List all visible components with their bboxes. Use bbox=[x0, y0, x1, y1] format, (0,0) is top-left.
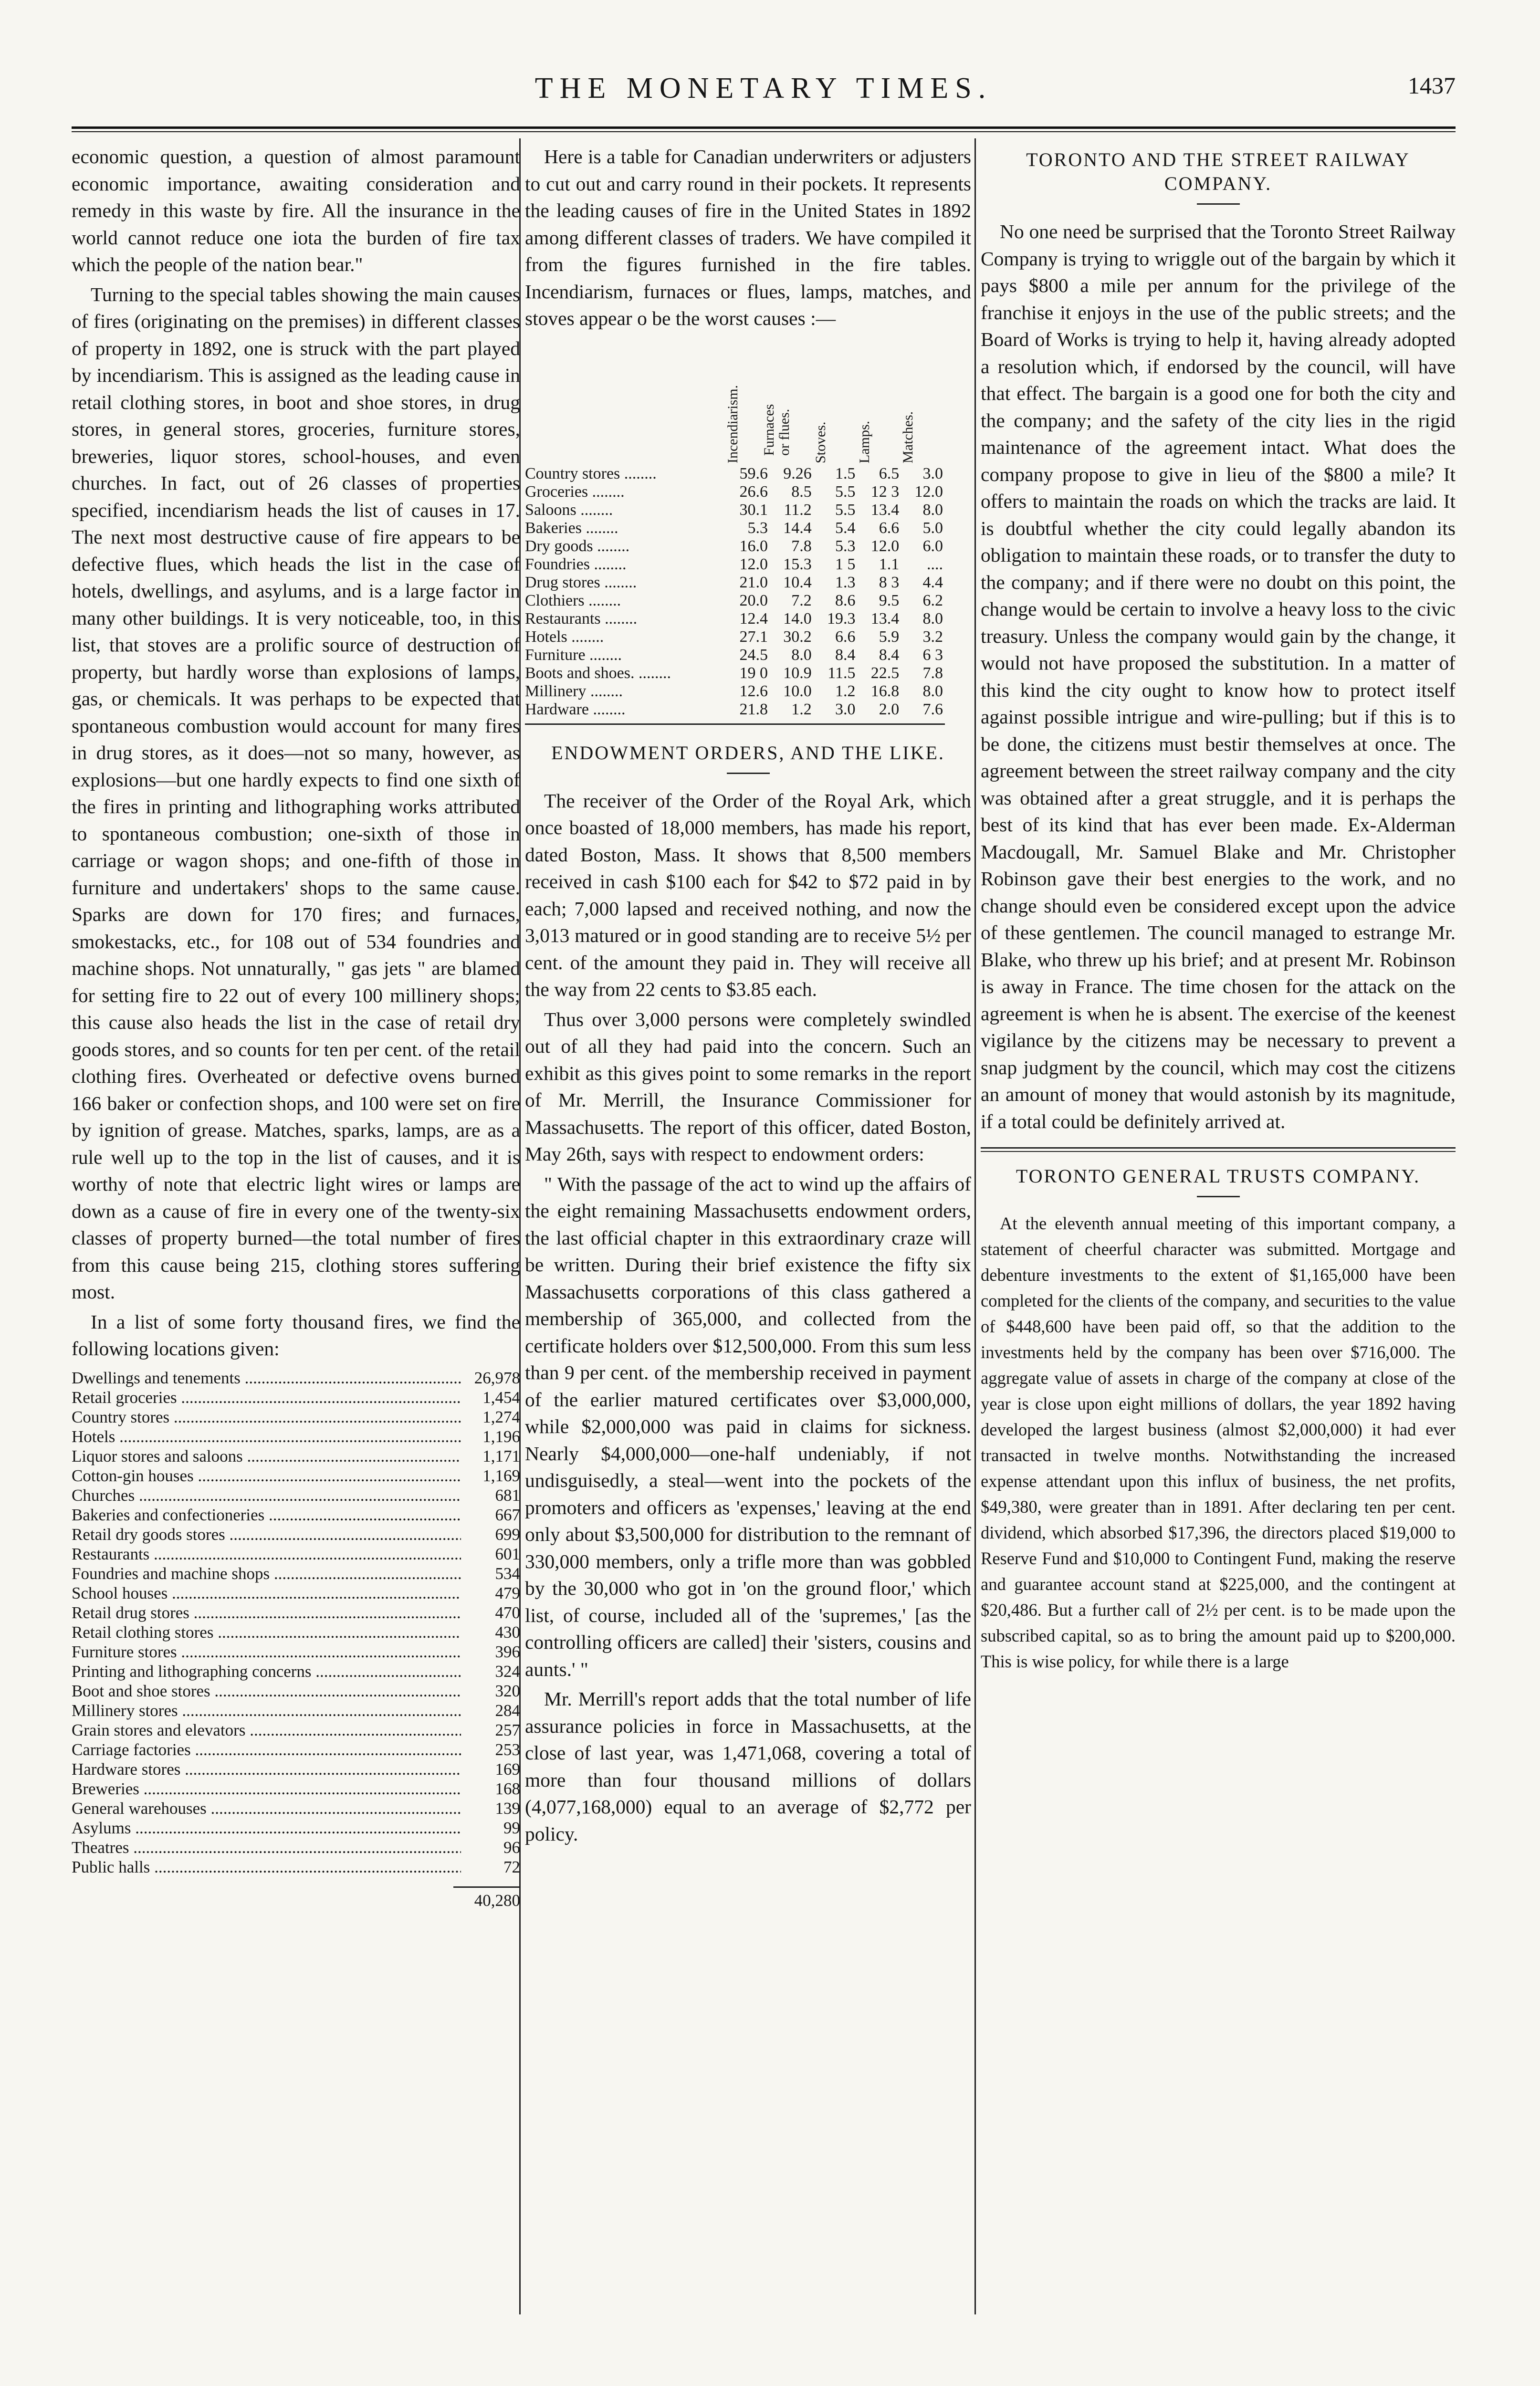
location-name: Asylums ..... bbox=[72, 1818, 461, 1838]
location-row bbox=[72, 1838, 520, 1857]
locations-total: 40,280 bbox=[453, 1886, 520, 1910]
location-count: 681 bbox=[495, 1486, 520, 1505]
location-count: 667 bbox=[495, 1505, 520, 1524]
table-cell: 14.4 bbox=[783, 519, 812, 537]
location-row bbox=[72, 1799, 520, 1818]
paragraph: Mr. Merrill's report adds that the total number of life assurance policies in force in Massachusetts, at the close of last year, was 1,471,068, covering a total of more than four thousand millions of dollars (4,077,168,000) equal to an average of $2,772 per policy. bbox=[525, 1688, 971, 1845]
paragraph: At the eleventh annual meeting of this important company, a statement of cheerful character was submitted. Mortgage and debenture investments to the extent of $1,165,000 have been completed for the clients of the company, and securities to the value of $448,600 have been paid off, so that the addition to the investments held by the company has been over $716,000. The aggregate value of assets in charge of the company at close of the year is close upon eight millions of dollars, the year 1892 having developed the largest business (almost $2,000,000) it had ever transacted in twelve months. Notwithstanding the increased expense attendant upon this influx of business, the net profits, $49,380, were greater than in 1891. After declaring ten per cent. dividend, which absorbed $17,396, the directors placed $19,000 to Reserve Fund and $10,000 to Contingent Fund, making the reserve and guarantee account stand at $225,000, and the contingent at $20,486. But a further call of 2½ per cent. is to be made upon the subscribed capital, so as to bring the amount paid up to $200,000. This is wise policy, for while there is a large bbox=[981, 1214, 1456, 1671]
location-name: Dwellings and tenements ..... bbox=[72, 1368, 461, 1388]
masthead-rule-thin bbox=[72, 131, 1456, 132]
table-cell: 1 5 bbox=[835, 555, 856, 573]
location-name: Churches ..... bbox=[72, 1486, 461, 1505]
location-name: Hardware stores ..... bbox=[72, 1759, 461, 1779]
fire-causes-table bbox=[525, 336, 945, 719]
table-row bbox=[525, 682, 945, 701]
table-cell: 5.5 bbox=[835, 501, 856, 519]
table-cell: 5.3 bbox=[747, 519, 768, 537]
paragraph: Turning to the special tables showing the main causes of fires (originating on the premises) in different classes of property in 1892, one is struck with the part played by incendiarism. This is assigned as the leading cause in retail clothing stores, in boot and shoe stores, in drug stores, in general stores, groceries, furniture stores, breweries, liquor stores, school-houses, and even churches. In fact, out of 26 classes of properties specified, incendiarism heads the list of causes in 17. The next most destructive cause of fire appears to be defective flues, which heads the list in the case of hotels, dwellings, and asylums, and is a large factor in many other buildings. It is very noticeable, too, in this list, that stoves are a prolific source of destruction of property, but hardly worse than explosions of lamps, gas, or chemicals. It was perhaps to be expected that spontaneous combustion would account for many fires in drug stores, as it does—not so many, however, as explosions—but one hardly expects to find one sixth of the fires in printing and lithographing works attributed to spontaneous combustion; one-sixth of those in carriage or wagon shops; and one-fifth of those in furniture and undertakers' shops to the same cause. Sparks are down for 170 fires; and furnaces, smokestacks, etc., for 108 out of 534 foundries and machine shops. Not unnaturally, " gas jets " are blamed for setting fire to 22 out of every 100 millinery shops; this cause also heads the list in the case of retail dry goods stores, and so counts for ten per cent. of the retail clothing fires. Overheated or defective ovens burned 166 baker or confection shops, and 100 were set on fire by ignition of grease. Matches, sparks, lamps, are as a rule well up to the top in the list of causes, and it is worthy of note that electric light wires or lamps are down as a cause of fire in every one of the twenty-six classes of property burned—the total number of fires from this cause being 215, clothing stores suffering most. bbox=[72, 283, 520, 1303]
table-cell: 10.4 bbox=[783, 573, 812, 591]
location-count: 534 bbox=[495, 1564, 520, 1583]
table-cell: 26.6 bbox=[739, 482, 768, 501]
table-intro: Here is a table for Canadian underwriters or adjusters to cut out and carry round in their pockets. It represents the leading causes of fire in the United States in 1892 among different classes of traders. We have compiled it from the figures furnished in the fire tables. Incendiarism, furnaces or flues, lamps, matches, and stoves appear o be the worst causes :— bbox=[525, 146, 971, 329]
location-count: 168 bbox=[495, 1779, 520, 1798]
column-2 bbox=[525, 143, 971, 1850]
publication-title: THE MONETARY TIMES. bbox=[534, 72, 993, 105]
table-cell: .... bbox=[927, 555, 943, 573]
location-name: Hotels ..... bbox=[72, 1427, 461, 1446]
table-cell: 8.4 bbox=[835, 646, 856, 664]
table-row bbox=[525, 610, 945, 628]
table-cell: 20.0 bbox=[739, 591, 768, 609]
table-bottom-rule bbox=[525, 723, 945, 725]
trade-class: Boots and shoes. ..... bbox=[525, 664, 726, 682]
heading-rule bbox=[727, 773, 770, 774]
masthead-rule bbox=[72, 126, 1456, 129]
table-cell: 12.0 bbox=[739, 555, 768, 573]
location-row bbox=[72, 1701, 520, 1720]
location-name: Country stores ..... bbox=[72, 1407, 461, 1427]
location-row bbox=[72, 1505, 520, 1525]
table-row bbox=[525, 701, 945, 719]
location-row bbox=[72, 1603, 520, 1622]
location-row bbox=[72, 1388, 520, 1407]
trade-class: Hardware ..... bbox=[525, 701, 726, 719]
location-count: 1,196 bbox=[482, 1427, 520, 1446]
location-row bbox=[72, 1407, 520, 1427]
location-name: Millinery stores ..... bbox=[72, 1701, 461, 1720]
column-divider-2 bbox=[974, 138, 976, 2314]
table-cell: 19 0 bbox=[739, 664, 768, 682]
section-divider bbox=[981, 1147, 1456, 1152]
table-row bbox=[525, 664, 945, 682]
location-count: 72 bbox=[503, 1857, 520, 1876]
location-name: Restaurants ..... bbox=[72, 1544, 461, 1564]
table-cell: 27.1 bbox=[739, 628, 768, 646]
quote-paragraph: " With the passage of the act to wind up the affairs of the eight remaining Massachusetts endowment orders, the last official chapter in this extraordinary craze will be written. During their brief existence the fifty six Massachusetts corporations of this class gathered a membership of 365,000, and collected from the certificate holders over $12,500,000. From this sum less than 9 per cent. of the membership received in payment of the earlier matured certificates over $3,000,000, while $2,000,000 was paid in claims for sickness. Nearly $4,000,000—one-half undeniably, if not undisguisedly, a steal—went into the pockets of the promoters and officers as 'expenses,' leaving at the end only about $3,500,000 for distribution to the remnant of 330,000 members, only a trifle more than was gobbled by the 30,000 who got in 'on the ground floor,' which list, of course, included all of the 'supremes,' [as the controlling officers are called] their 'sisters, cousins and aunts.' " bbox=[525, 1172, 971, 1680]
table-cell: 14.0 bbox=[783, 609, 812, 628]
location-count: 253 bbox=[495, 1740, 520, 1759]
location-name: Boot and shoe stores ..... bbox=[72, 1681, 461, 1701]
heading-rule bbox=[1197, 203, 1240, 205]
location-count: 26,978 bbox=[474, 1368, 520, 1387]
table-cell: 12.0 bbox=[914, 482, 943, 501]
table-header-row bbox=[525, 336, 945, 465]
table-row bbox=[525, 519, 945, 537]
trade-class: Restaurants ..... bbox=[525, 610, 726, 628]
table-column-header bbox=[858, 336, 901, 465]
location-row bbox=[72, 1622, 520, 1642]
location-row bbox=[72, 1818, 520, 1838]
location-count: 324 bbox=[495, 1662, 520, 1681]
trade-class: Bakeries ..... bbox=[525, 519, 726, 537]
table-cell: 1.3 bbox=[835, 573, 856, 591]
location-row bbox=[72, 1564, 520, 1583]
column-header-label: Furnaces or flues. bbox=[761, 404, 793, 456]
trade-class: Clothiers ..... bbox=[525, 592, 726, 610]
location-row bbox=[72, 1368, 520, 1388]
location-count: 1,169 bbox=[482, 1466, 520, 1485]
location-count: 470 bbox=[495, 1603, 520, 1622]
table-cell: 16.8 bbox=[870, 682, 900, 700]
table-cell: 3.0 bbox=[835, 700, 856, 718]
location-row bbox=[72, 1779, 520, 1799]
location-row bbox=[72, 1720, 520, 1740]
table-cell: 8.6 bbox=[835, 591, 856, 609]
table-row bbox=[525, 537, 945, 555]
trade-class: Groceries ..... bbox=[525, 483, 726, 501]
table-cell: 6 3 bbox=[922, 646, 943, 664]
table-cell: 7.8 bbox=[922, 664, 943, 682]
table-row bbox=[525, 628, 945, 646]
table-row bbox=[525, 555, 945, 574]
table-cell: 8.0 bbox=[791, 646, 812, 664]
column-header-label: Lamps. bbox=[856, 420, 872, 463]
section-heading-general-trusts: TORONTO GENERAL TRUSTS COMPANY. bbox=[1016, 1165, 1421, 1187]
location-count: 601 bbox=[495, 1544, 520, 1563]
table-cell: 8.5 bbox=[791, 482, 812, 501]
location-row bbox=[72, 1642, 520, 1662]
paragraph: No one need be surprised that the Toronto Street Railway Company is trying to wriggle out of the bargain by which it pays $800 a mile per annum for the privilege of the franchise it enjoys in the use of the public streets; and the Board of Works is trying to help it, having already adopted a resolution which, if endorsed by the council, will have that effect. The bargain is a good one for both the city and the company; and the safety of the city lies in the rigid maintenance of the agreement intact. What does the company propose to give in lieu of the $800 a mile? It offers to maintain the roads on which the tracks are laid. It is doubtful whether the city could legally abandon its obligation to maintain these roads, or to transfer the duty to the company; and if there were no doubt on this point, the change would be certain to involve a heavy loss to the civic treasury. Unless the company would gain by the change, it would not have proposed the substitution. In a matter of this kind the city ought to know how to protect itself against possible intrigue and wire-pulling; but if this is to be done, the citizens must bestir themselves at once. The agreement between the street railway company and the city was obtained after a great struggle, and it is perhaps the best of its kind that has ever been made. Ex-Alderman Macdougall, Mr. Samuel Blake and Mr. Christopher Robinson gave their best energies to the work, and no change should even be considered except upon the advice of these gentlemen. The council managed to estrange Mr. Blake, who threw up his brief; and at present Mr. Robinson is away in France. The time chosen for the attack on the agreement is when he is absent. The exercise of the keenest vigilance by the citizens may be necessary to prevent a snap judgment by the council, which may cost the citizens an amount of money that would astonish by its magnitude, if a total could be definitely arrived at. bbox=[981, 220, 1456, 1132]
table-cell: 9.26 bbox=[783, 464, 812, 482]
location-count: 1,171 bbox=[482, 1446, 520, 1465]
table-cell: 8.0 bbox=[922, 501, 943, 519]
table-cell: 4.4 bbox=[922, 573, 943, 591]
location-row bbox=[72, 1759, 520, 1779]
table-cell: 6.5 bbox=[879, 464, 900, 482]
location-row bbox=[72, 1583, 520, 1603]
location-row bbox=[72, 1662, 520, 1681]
table-cell: 12.0 bbox=[870, 537, 900, 555]
trade-class: Furniture ..... bbox=[525, 646, 726, 664]
trade-class: Country stores ..... bbox=[525, 465, 726, 483]
location-count: 430 bbox=[495, 1622, 520, 1642]
table-cell: 1.2 bbox=[835, 682, 856, 700]
column-header-label: Incendiarism. bbox=[725, 385, 741, 463]
location-name: Foundries and machine shops ..... bbox=[72, 1564, 461, 1583]
location-name: Retail groceries ..... bbox=[72, 1388, 461, 1407]
table-cell: 59.6 bbox=[739, 464, 768, 482]
location-row bbox=[72, 1857, 520, 1877]
table-cell: 5.3 bbox=[835, 537, 856, 555]
location-count: 396 bbox=[495, 1642, 520, 1661]
paragraph: The receiver of the Order of the Royal Ark, which once boasted of 18,000 members, has made his report, dated Boston, Mass. It shows that 8,500 members received in cash $100 each for $42 to $72 paid in by each; 7,000 lapsed and received nothing, and now the 3,013 matured or in good standing are to receive 5½ per cent. of the amount they paid in. They will receive all the way from 22 cents to $3.85 each. bbox=[525, 789, 971, 1000]
table-cell: 10.9 bbox=[783, 664, 812, 682]
table-cell: 12.4 bbox=[739, 609, 768, 628]
table-cell: 6.2 bbox=[922, 591, 943, 609]
column-1 bbox=[72, 143, 520, 1910]
location-name: Cotton-gin houses ..... bbox=[72, 1466, 461, 1486]
location-name: Carriage factories ..... bbox=[72, 1740, 461, 1759]
table-cell: 7.6 bbox=[922, 700, 943, 718]
location-row bbox=[72, 1740, 520, 1759]
location-name: Breweries ..... bbox=[72, 1779, 461, 1799]
column-header-label: Stoves. bbox=[812, 421, 828, 463]
table-cell: 5.5 bbox=[835, 482, 856, 501]
table-cell: 3.0 bbox=[922, 464, 943, 482]
heading-rule bbox=[1197, 1196, 1240, 1197]
table-cell: 1.1 bbox=[879, 555, 900, 573]
table-row bbox=[525, 646, 945, 664]
section-heading-street-railway: TORONTO AND THE STREET RAILWAY COMPANY. bbox=[1026, 149, 1410, 194]
table-cell: 5.9 bbox=[879, 628, 900, 646]
paragraph: Thus over 3,000 persons were completely swindled out of all they had paid into the concern. Such an exhibit as this gives point to some remarks in the report of Mr. Merrill, the Insurance Commissioner for Massachusetts. The report of this officer, dated Boston, May 26th, says with respect to endowment orders: bbox=[525, 1008, 971, 1165]
trade-class: Dry goods ..... bbox=[525, 537, 726, 555]
location-name: Public halls ..... bbox=[72, 1857, 461, 1877]
table-cell: 3.2 bbox=[922, 628, 943, 646]
table-cell: 24.5 bbox=[739, 646, 768, 664]
location-row bbox=[72, 1466, 520, 1486]
location-name: Theatres ..... bbox=[72, 1838, 461, 1857]
table-cell: 13.4 bbox=[870, 609, 900, 628]
table-cell: 1.2 bbox=[791, 700, 812, 718]
location-name: General warehouses ..... bbox=[72, 1799, 461, 1818]
table-cell: 8.0 bbox=[922, 609, 943, 628]
table-cell: 8 3 bbox=[879, 573, 900, 591]
location-name: Grain stores and elevators ..... bbox=[72, 1720, 461, 1740]
location-row bbox=[72, 1681, 520, 1701]
table-cell: 12 3 bbox=[870, 482, 900, 501]
location-name: Printing and lithographing concerns ..... bbox=[72, 1662, 461, 1681]
location-name: School houses ..... bbox=[72, 1583, 461, 1603]
location-count: 1,454 bbox=[482, 1388, 520, 1407]
location-count: 169 bbox=[495, 1759, 520, 1779]
trade-class: Millinery ..... bbox=[525, 682, 726, 701]
paragraph: In a list of some forty thousand fires, we find the following locations given: bbox=[72, 1310, 520, 1360]
table-cell: 2.0 bbox=[879, 700, 900, 718]
table-cell: 13.4 bbox=[870, 501, 900, 519]
location-row bbox=[72, 1544, 520, 1564]
table-cell: 8.4 bbox=[879, 646, 900, 664]
location-row bbox=[72, 1427, 520, 1446]
location-count: 699 bbox=[495, 1525, 520, 1544]
paragraph: economic question, a question of almost paramount economic importance, awaiting consideration and remedy in this waste by fire. All the insurance in the world cannot reduce one iota the burden of fire tax which the people of the nation bear." bbox=[72, 146, 520, 275]
table-cell: 30.2 bbox=[783, 628, 812, 646]
table-cell: 16.0 bbox=[739, 537, 768, 555]
table-cell: 5.0 bbox=[922, 519, 943, 537]
location-count: 320 bbox=[495, 1681, 520, 1700]
location-name: Retail dry goods stores ..... bbox=[72, 1525, 461, 1544]
location-name: Retail clothing stores ..... bbox=[72, 1622, 461, 1642]
column-3 bbox=[981, 143, 1456, 1677]
location-count: 96 bbox=[503, 1838, 520, 1857]
masthead bbox=[72, 72, 1456, 124]
location-name: Liquor stores and saloons ..... bbox=[72, 1446, 461, 1466]
table-cell: 1.5 bbox=[835, 464, 856, 482]
table-row bbox=[525, 465, 945, 483]
table-cell: 22.5 bbox=[870, 664, 900, 682]
table-cell: 7.8 bbox=[791, 537, 812, 555]
location-count: 257 bbox=[495, 1720, 520, 1739]
table-row bbox=[525, 483, 945, 501]
location-count: 284 bbox=[495, 1701, 520, 1720]
section-heading-endowment: ENDOWMENT ORDERS, AND THE LIKE. bbox=[551, 742, 945, 764]
column-header-label: Matches. bbox=[900, 411, 916, 463]
location-count: 139 bbox=[495, 1799, 520, 1818]
table-column-header bbox=[761, 336, 814, 465]
table-row bbox=[525, 501, 945, 519]
table-cell: 9.5 bbox=[879, 591, 900, 609]
location-name: Furniture stores ..... bbox=[72, 1642, 461, 1662]
trade-class: Saloons ..... bbox=[525, 501, 726, 519]
table-column-header bbox=[901, 336, 945, 465]
table-cell: 6.6 bbox=[879, 519, 900, 537]
location-count: 1,274 bbox=[482, 1407, 520, 1426]
trade-class: Hotels ..... bbox=[525, 628, 726, 646]
trade-class: Foundries ..... bbox=[525, 555, 726, 574]
table-cell: 21.8 bbox=[739, 700, 768, 718]
table-cell: 21.0 bbox=[739, 573, 768, 591]
table-cell: 15.3 bbox=[783, 555, 812, 573]
table-cell: 8.0 bbox=[922, 682, 943, 700]
table-cell: 11.2 bbox=[784, 501, 812, 519]
page-number: 1437 bbox=[1408, 72, 1456, 99]
table-cell: 11.5 bbox=[828, 664, 856, 682]
table-cell: 6.0 bbox=[922, 537, 943, 555]
table-row bbox=[525, 592, 945, 610]
location-name: Bakeries and confectioneries ..... bbox=[72, 1505, 461, 1525]
table-column-header bbox=[814, 336, 858, 465]
table-cell: 12.6 bbox=[739, 682, 768, 700]
location-count: 99 bbox=[503, 1818, 520, 1837]
location-row bbox=[72, 1525, 520, 1544]
location-row bbox=[72, 1486, 520, 1505]
table-cell: 30.1 bbox=[739, 501, 768, 519]
table-cell: 19.3 bbox=[827, 609, 856, 628]
location-name: Retail drug stores ..... bbox=[72, 1603, 461, 1622]
fire-locations-list bbox=[72, 1368, 520, 1910]
table-cell: 7.2 bbox=[791, 591, 812, 609]
table-cell: 6.6 bbox=[835, 628, 856, 646]
locations-total-row bbox=[72, 1886, 520, 1910]
table-cell: 10.0 bbox=[783, 682, 812, 700]
location-row bbox=[72, 1446, 520, 1466]
table-row bbox=[525, 574, 945, 592]
trade-class: Drug stores ..... bbox=[525, 574, 726, 592]
location-count: 479 bbox=[495, 1583, 520, 1602]
table-cell: 5.4 bbox=[835, 519, 856, 537]
